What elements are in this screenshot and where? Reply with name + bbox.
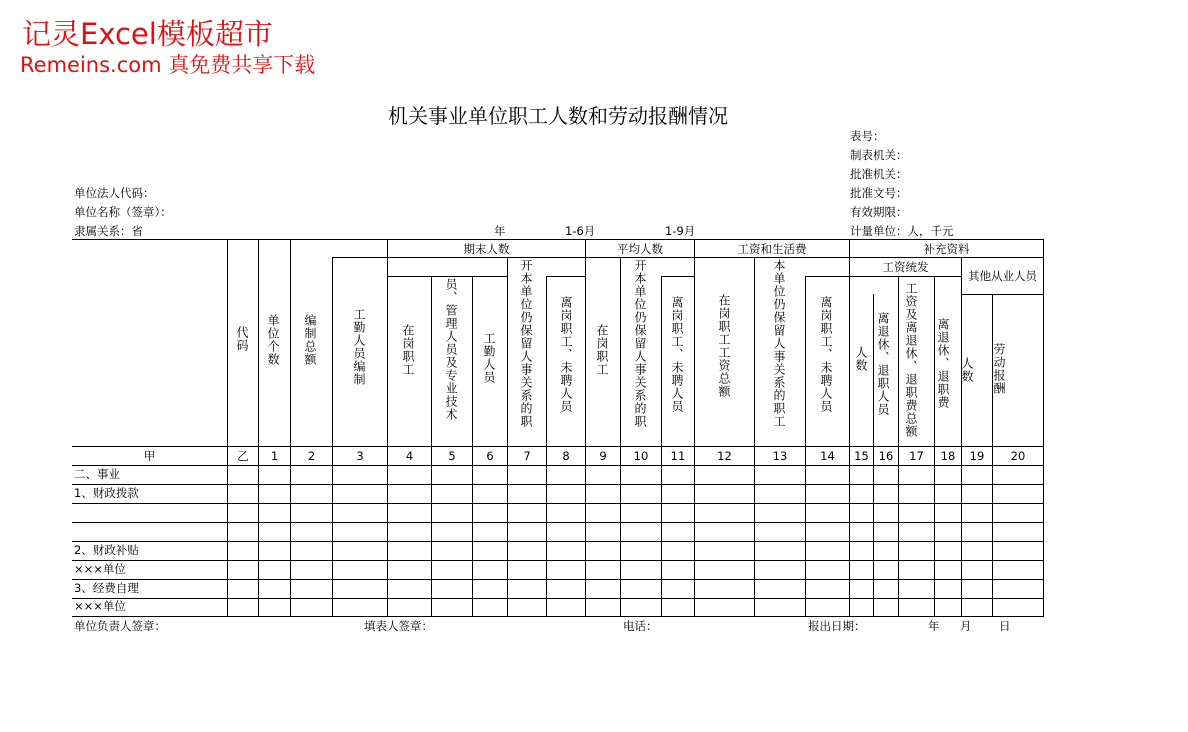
footer-month: 月 — [960, 619, 972, 633]
header-wages: 工资和生活费 — [737, 241, 807, 256]
page-title: 机关事业单位职工人数和劳动报酬情况 — [388, 104, 728, 128]
grid-line — [849, 276, 961, 277]
header-wage-retired: 离岗职工、未聘人员 — [819, 296, 833, 413]
watermark-line2: Remeins.com 真免费共享下载 — [20, 53, 316, 77]
grid-line — [227, 239, 228, 616]
row-label: ×××单位 — [74, 562, 126, 576]
grid-line — [387, 276, 507, 277]
header-workers: 工勤人员 — [482, 332, 496, 384]
grid-line — [934, 276, 935, 616]
grid-line — [507, 257, 508, 616]
header-wage-kept: 本单位仍保留人事关系的职工 — [772, 259, 786, 428]
grid-line — [961, 294, 1044, 295]
legal-code-label: 单位法人代码： — [74, 186, 155, 200]
header-wage-pay: 工资统发 — [882, 260, 929, 274]
footer-filler-signature: 填表人签章： — [364, 619, 433, 633]
header-period-end: 期末人数 — [463, 241, 510, 256]
index-cell: 3 — [356, 449, 364, 463]
index-cell: 20 — [1010, 449, 1026, 463]
header-count-19: 人数 — [960, 357, 974, 383]
index-cell: 16 — [878, 449, 894, 463]
index-cell: 10 — [633, 449, 649, 463]
grid-line — [898, 276, 899, 616]
header-wage-17: 工资及离退休、退职费总额 — [904, 282, 918, 438]
index-cell: 9 — [599, 449, 607, 463]
unit-name-label: 单位名称（签章）： — [74, 205, 172, 219]
header-retired-16: 离退休、退职人员 — [876, 312, 890, 416]
header-units: 单位个数 — [266, 314, 280, 366]
header-staffing: 编制总额 — [303, 314, 317, 366]
footer-phone: 电话： — [623, 619, 658, 633]
row-label: 1、财政拨款 — [74, 486, 139, 500]
header-avg: 平均人数 — [617, 241, 663, 256]
header-supplement: 补充资料 — [923, 241, 970, 256]
footer-year: 年 — [928, 619, 940, 633]
grid-line — [620, 257, 621, 616]
approval-number-label: 批准文号： — [850, 186, 908, 200]
grid-line — [546, 276, 547, 616]
watermark-line1: 记灵Excel模板超市 — [22, 17, 273, 51]
footer-report-date: 报出日期： — [808, 619, 866, 633]
header-pay-20: 劳动报酬 — [992, 343, 1006, 395]
grid-line — [431, 276, 432, 616]
grid-line — [546, 276, 585, 277]
index-cell: 甲 — [143, 449, 156, 463]
period-year: 年 — [494, 224, 506, 238]
index-cell: 15 — [854, 449, 869, 463]
header-worker-staffing: 工勤人员编制 — [352, 308, 366, 386]
row-label: 2、财政补贴 — [74, 543, 139, 557]
grid-line — [472, 276, 473, 616]
issuing-agency-label: 制表机关： — [850, 148, 908, 162]
grid-line — [72, 616, 1044, 617]
grid-line — [805, 276, 849, 277]
affiliation-label: 隶属关系：省 — [74, 224, 143, 238]
row-label: ×××单位 — [74, 599, 126, 613]
grid-line — [387, 239, 388, 616]
header-retired: 离岗职工、未聘人员 — [559, 296, 573, 413]
index-cell: 6 — [486, 449, 494, 463]
row-label: 3、经费自理 — [74, 581, 139, 595]
header-mgmt: 员、管理人员及专业技术 — [444, 278, 458, 421]
index-cell: 13 — [772, 449, 788, 463]
row-label: 二、事业 — [74, 467, 120, 481]
index-cell: 18 — [940, 449, 956, 463]
validity-label: 有效期限： — [850, 205, 908, 219]
index-cell: 1 — [270, 449, 279, 463]
index-cell: 12 — [717, 449, 732, 463]
header-other-staff: 其他从业人员 — [968, 269, 1037, 283]
index-cell: 8 — [562, 449, 570, 463]
grid-line — [1043, 239, 1044, 616]
period-q3: 1-9月 — [665, 224, 696, 238]
approving-agency-label: 批准机关： — [850, 167, 908, 181]
index-cell: 14 — [820, 449, 835, 463]
index-cell: 7 — [523, 449, 531, 463]
header-avg-retired: 离岗职工、未聘人员 — [670, 296, 684, 413]
header-code: 代码 — [235, 326, 249, 352]
grid-line — [661, 276, 694, 277]
footer-day: 日 — [999, 619, 1011, 633]
header-avg-on-post: 在岗职工 — [595, 324, 609, 376]
header-wage-total: 在岗职工工资总额 — [717, 294, 731, 398]
index-cell: 17 — [909, 449, 924, 463]
grid-line — [258, 239, 259, 616]
index-cell: 乙 — [237, 449, 249, 463]
header-fee-18: 离退休、退职费 — [936, 318, 950, 409]
grid-line — [849, 239, 850, 616]
header-kept: 开本单位仍保留人事关系的职 — [519, 259, 533, 428]
footer-leader-signature: 单位负责人签章： — [74, 619, 166, 633]
grid-line — [754, 257, 755, 616]
period-h1: 1-6月 — [565, 224, 596, 238]
index-cell: 19 — [969, 449, 985, 463]
header-count-15: 人数 — [854, 346, 868, 372]
form-number-label: 表号： — [850, 129, 885, 143]
grid-line — [585, 239, 586, 616]
grid-line — [290, 239, 291, 616]
index-cell: 2 — [307, 449, 316, 463]
index-cell: 5 — [448, 449, 456, 463]
unit-of-measure-label: 计量单位：人，千元 — [850, 224, 954, 238]
grid-line — [332, 257, 333, 616]
header-avg-kept: 开本单位仍保留人事关系的职 — [633, 259, 647, 428]
grid-line — [661, 276, 662, 616]
index-cell: 11 — [670, 449, 686, 463]
index-cell: 4 — [405, 449, 414, 463]
grid-line — [805, 276, 806, 616]
grid-line — [694, 239, 695, 616]
header-on-post: 在岗职工 — [401, 324, 415, 376]
